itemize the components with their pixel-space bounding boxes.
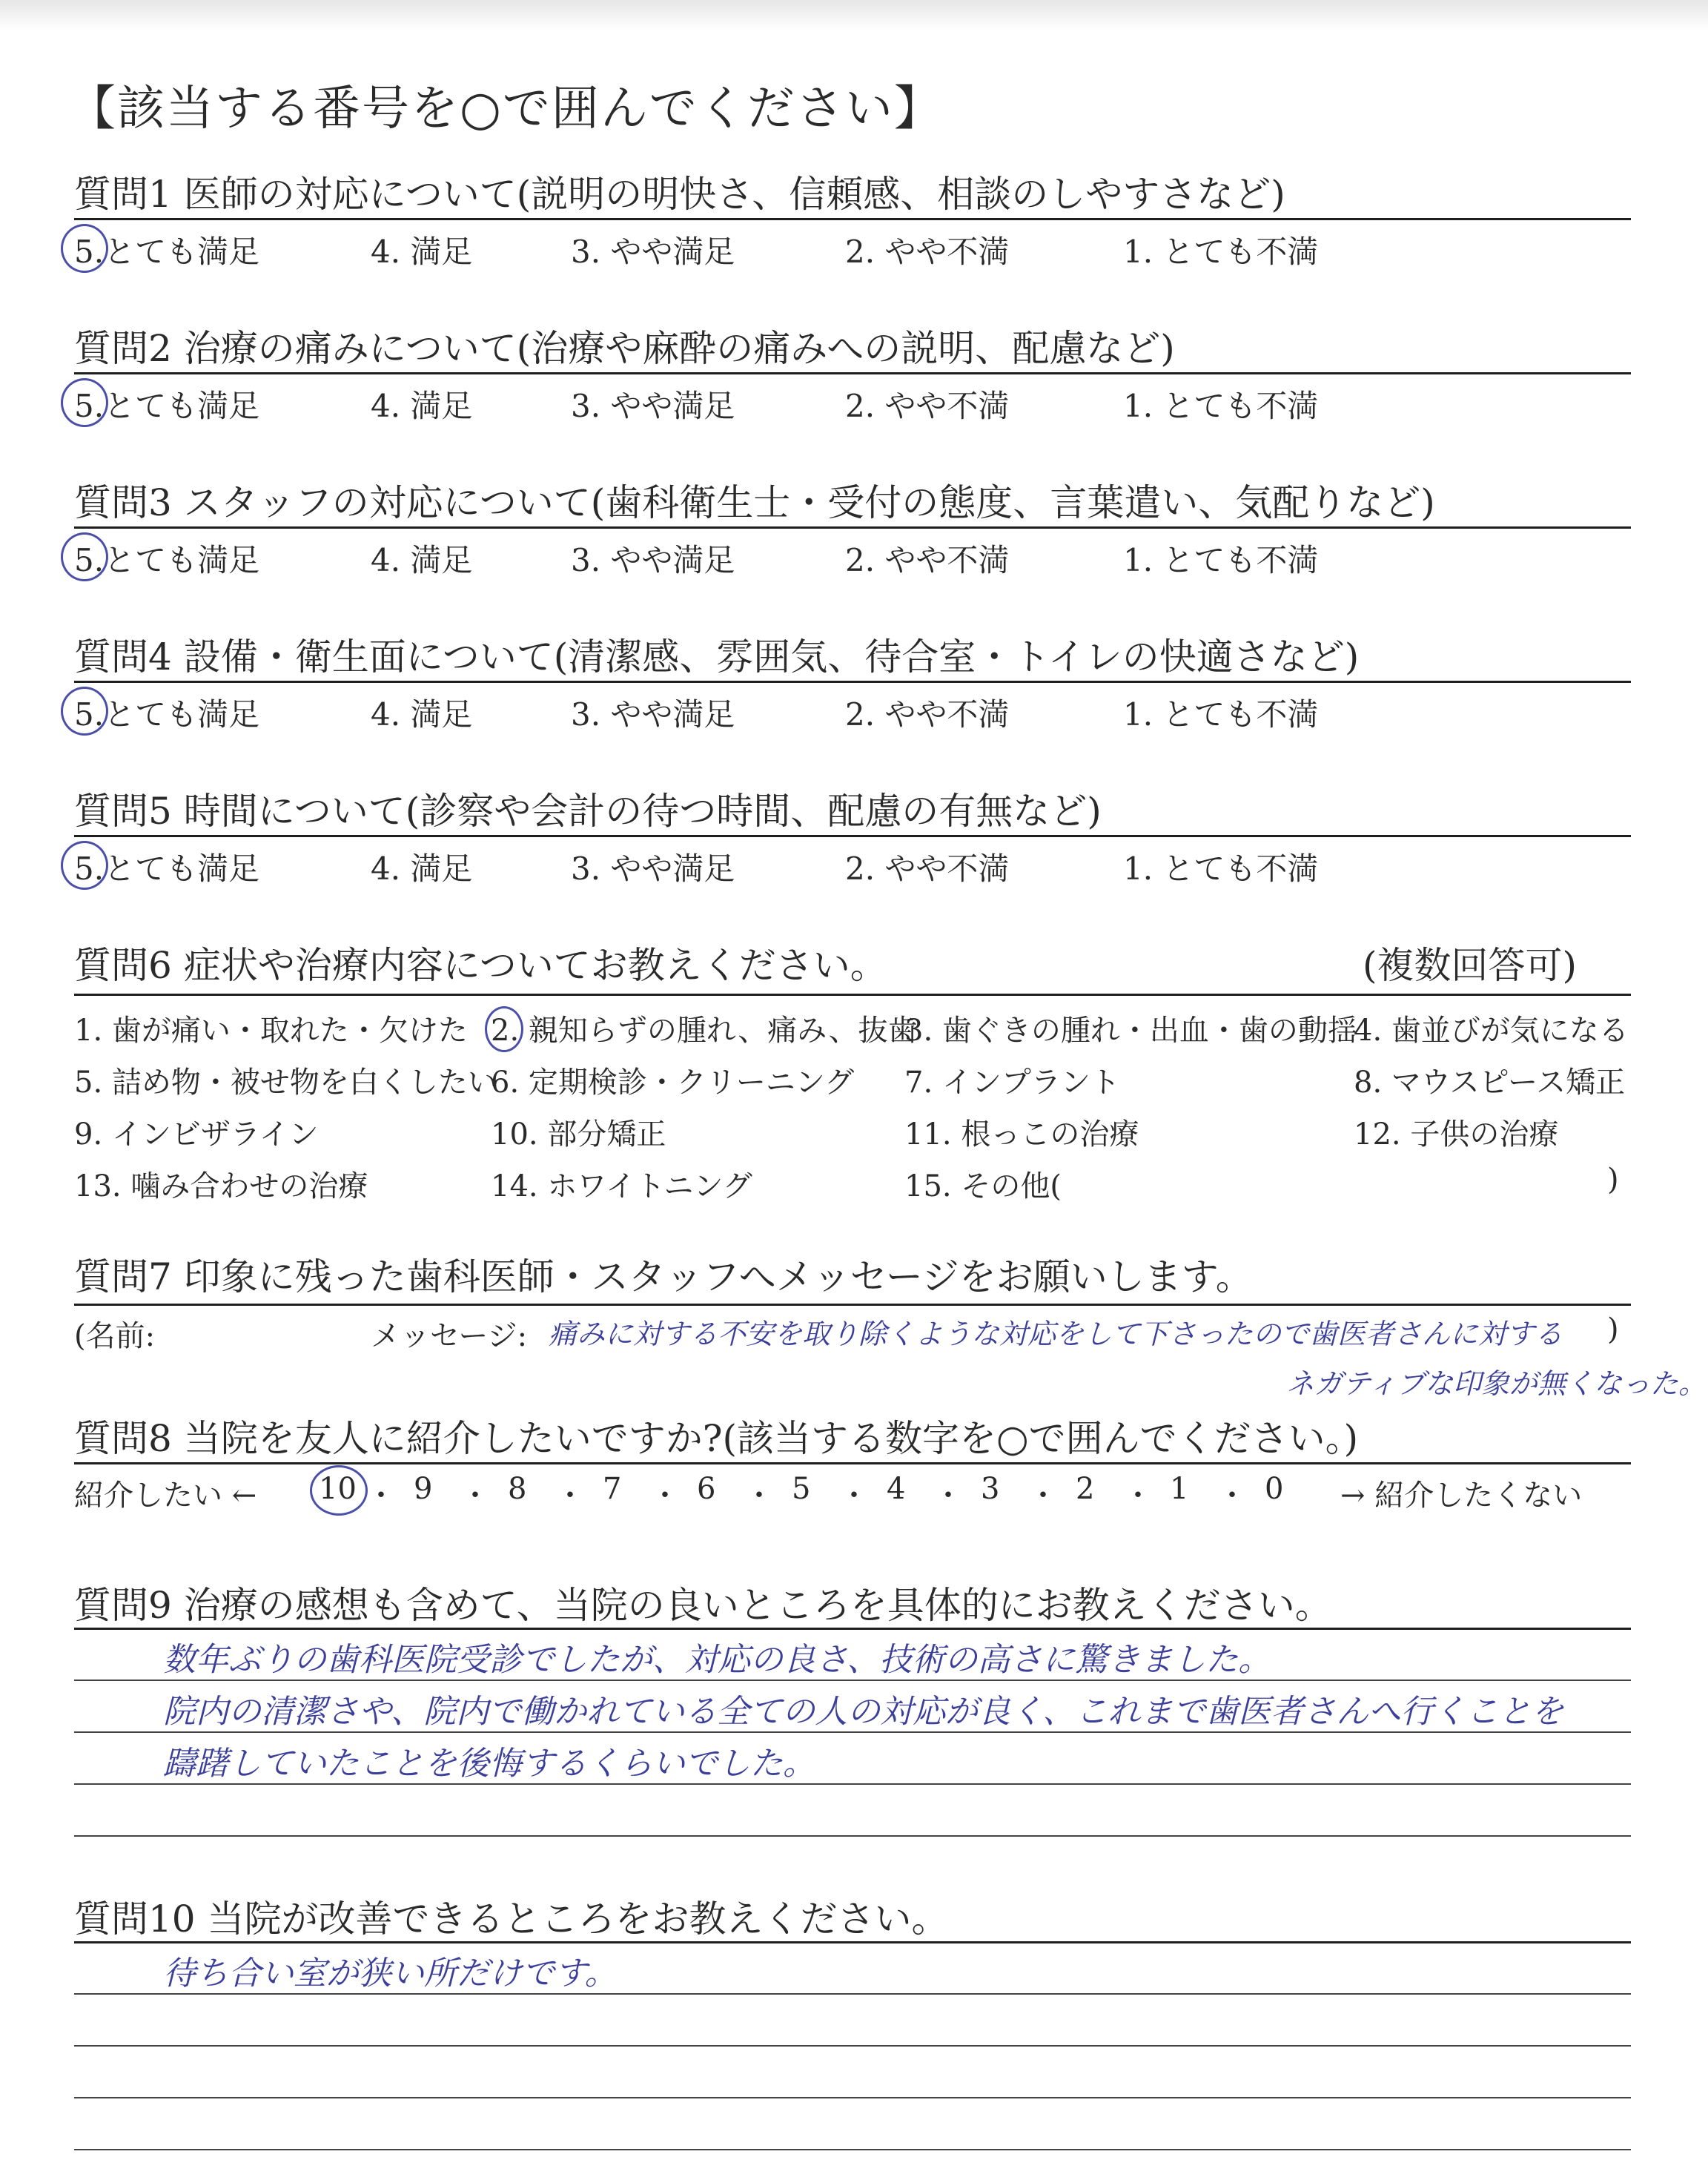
q4-option[interactable]: 4. 満足: [371, 696, 473, 733]
q5-label: 質問5 時間について(診察や会計の待つ時間、配慮の有無など): [74, 790, 1102, 833]
q8-scale-value[interactable]: 9: [414, 1472, 433, 1506]
q3-option[interactable]: 1. とても不満: [1123, 542, 1319, 578]
q6-option[interactable]: 15. その他(: [904, 1169, 1062, 1203]
q1-option[interactable]: 2. やや不満: [845, 234, 1010, 270]
q6-option[interactable]: 5. 詰め物・被せ物を白くしたい: [74, 1066, 497, 1100]
q5-option[interactable]: 1. とても不満: [1123, 851, 1319, 887]
q5-option[interactable]: 2. やや不満: [845, 851, 1010, 887]
q6-note: (複数回答可): [1363, 944, 1578, 987]
q6-rule: [74, 994, 1631, 996]
q2-label: 質問2 治療の痛みについて(治療や麻酔の痛みへの説明、配慮など): [74, 327, 1175, 370]
q3-label: 質問3 スタッフの対応について(歯科衛生士・受付の態度、言葉遣い、気配りなど): [74, 481, 1435, 524]
q5-option[interactable]: 3. やや満足: [571, 851, 735, 887]
q9-writing-line: [74, 1835, 1631, 1837]
q10-writing-line: [74, 2045, 1631, 2047]
q2-option[interactable]: 2. やや不満: [845, 388, 1010, 424]
q6-option[interactable]: 1. 歯が痛い・取れた・欠けた: [74, 1014, 468, 1048]
q6-option[interactable]: 10. 部分矯正: [491, 1117, 666, 1152]
q8-right-label: → 紹介したくない: [1340, 1479, 1583, 1513]
q8-scale-value[interactable]: 0: [1265, 1472, 1284, 1506]
q6-option[interactable]: 11. 根っこの治療: [904, 1117, 1139, 1152]
q1-option[interactable]: 4. 満足: [371, 234, 473, 270]
q2-selection-circle: [61, 378, 108, 427]
q8-scale-separator: ・: [1217, 1479, 1247, 1513]
q1-selection-circle: [61, 224, 108, 273]
q4-label: 質問4 設備・衛生面について(清潔感、雰囲気、待合室・トイレの快適さなど): [74, 635, 1360, 678]
q7-message-label: メッセージ:: [371, 1319, 528, 1353]
q7-message-line2: ネガティブな印象が無くなった。: [1286, 1367, 1707, 1400]
q4-option[interactable]: 5.とても満足: [74, 696, 260, 733]
q8-scale-value[interactable]: 3: [981, 1472, 1000, 1506]
q1-option[interactable]: 1. とても不満: [1123, 234, 1319, 270]
q4-option[interactable]: 3. やや満足: [571, 696, 735, 733]
q8-scale-value[interactable]: 4: [887, 1472, 906, 1506]
q5-option[interactable]: 5.とても満足: [74, 851, 260, 887]
q7-close-paren: ): [1607, 1312, 1619, 1347]
q6-option[interactable]: 9. インビザライン: [74, 1117, 319, 1152]
q8-label: 質問8 当院を友人に紹介したいですか?(該当する数字を○で囲んでください。): [74, 1417, 1359, 1460]
q6-label: 質問6 症状や治療内容についてお教えください。: [74, 944, 887, 987]
q9-answer-line3: 躊躇していたことを後悔するくらいでした。: [163, 1745, 815, 1783]
q6-option[interactable]: 7. インプラント: [904, 1066, 1120, 1100]
q4-rule: [74, 681, 1631, 683]
q8-scale-separator: ・: [1028, 1479, 1058, 1513]
page-title: 【該当する番号を○で囲んでください】: [68, 82, 943, 136]
q8-scale-value[interactable]: 6: [697, 1472, 716, 1506]
q6-option[interactable]: 2. 親知らずの腫れ、痛み、抜歯: [491, 1014, 918, 1048]
q10-rule: [74, 1941, 1631, 1943]
q7-message-line1: 痛みに対する不安を取り除くような対応をして下さったので歯医者さんに対する: [549, 1318, 1563, 1350]
q2-option[interactable]: 5.とても満足: [74, 388, 260, 424]
q7-rule: [74, 1304, 1631, 1306]
q10-answer-line1: 待ち合い室が狭い所だけです。: [163, 1955, 618, 1992]
q2-option[interactable]: 1. とても不満: [1123, 388, 1319, 424]
q8-scale-separator: ・: [744, 1479, 774, 1513]
q1-option[interactable]: 3. やや満足: [571, 234, 735, 270]
q8-scale-separator: ・: [839, 1479, 869, 1513]
scan-edge-shade: [0, 0, 1708, 30]
q9-answer-line2: 院内の清潔さや、院内で働かれている全ての人の対応が良く、これまで歯医者さんへ行くことを: [163, 1693, 1564, 1731]
q8-scale-value[interactable]: 10: [319, 1472, 357, 1506]
q6-selection-circle: [485, 1006, 523, 1052]
q2-option[interactable]: 3. やや満足: [571, 388, 735, 424]
q10-label: 質問10 当院が改善できるところをお教えください。: [74, 1898, 949, 1941]
q8-scale-separator: ・: [933, 1479, 963, 1513]
q6-option[interactable]: 6. 定期検診・クリーニング: [491, 1066, 855, 1100]
q8-scale-separator: ・: [555, 1479, 585, 1513]
q9-rule: [74, 1628, 1631, 1630]
q2-option[interactable]: 4. 満足: [371, 388, 473, 424]
q5-selection-circle: [61, 841, 108, 890]
q8-scale-value[interactable]: 2: [1076, 1472, 1095, 1506]
q8-scale-separator: ・: [1123, 1479, 1153, 1513]
q3-option[interactable]: 2. やや不満: [845, 542, 1010, 578]
q8-scale-separator: ・: [366, 1479, 396, 1513]
q6-option[interactable]: 13. 噛み合わせの治療: [74, 1169, 368, 1203]
q3-option[interactable]: 4. 満足: [371, 542, 473, 578]
q2-rule: [74, 372, 1631, 374]
q10-writing-line: [74, 2097, 1631, 2098]
q4-selection-circle: [61, 687, 108, 736]
q10-writing-line: [74, 2149, 1631, 2150]
q8-scale-value[interactable]: 5: [792, 1472, 811, 1506]
q6-option[interactable]: 4. 歯並びが気になる: [1354, 1014, 1629, 1048]
q1-label: 質問1 医師の対応について(説明の明快さ、信頼感、相談のしやすさなど): [74, 173, 1285, 216]
q6-other-close-paren: ): [1607, 1163, 1619, 1197]
q3-rule: [74, 526, 1631, 529]
q8-scale-value[interactable]: 8: [508, 1472, 527, 1506]
q4-option[interactable]: 2. やや不満: [845, 696, 1010, 733]
q3-option[interactable]: 5.とても満足: [74, 542, 260, 578]
q8-scale-separator: ・: [650, 1479, 680, 1513]
q8-selection-circle: [310, 1465, 368, 1516]
q1-option[interactable]: 5.とても満足: [74, 234, 260, 270]
q7-name-label: (名前:: [74, 1319, 156, 1353]
q3-selection-circle: [61, 532, 108, 581]
q1-rule: [74, 218, 1631, 220]
q5-rule: [74, 835, 1631, 837]
q9-answer-line1: 数年ぶりの歯科医院受診でしたが、対応の良さ、技術の高さに驚きました。: [163, 1641, 1271, 1679]
q6-option[interactable]: 12. 子供の治療: [1354, 1117, 1559, 1152]
q8-scale-value[interactable]: 1: [1170, 1472, 1189, 1506]
q6-option[interactable]: 3. 歯ぐきの腫れ・出血・歯の動揺: [904, 1014, 1357, 1048]
q6-option[interactable]: 8. マウスピース矯正: [1354, 1066, 1626, 1100]
q3-option[interactable]: 3. やや満足: [571, 542, 735, 578]
q8-scale-separator: ・: [460, 1479, 490, 1513]
q8-scale-value[interactable]: 7: [603, 1472, 622, 1506]
q8-rule: [74, 1462, 1631, 1464]
q6-option[interactable]: 14. ホワイトニング: [491, 1169, 752, 1203]
q7-label: 質問7 印象に残った歯科医師・スタッフへメッセージをお願いします。: [74, 1255, 1253, 1298]
q4-option[interactable]: 1. とても不満: [1123, 696, 1319, 733]
q5-option[interactable]: 4. 満足: [371, 851, 473, 887]
q9-label: 質問9 治療の感想も含めて、当院の良いところを具体的にお教えください。: [74, 1584, 1332, 1627]
q8-left-label: 紹介したい ←: [74, 1479, 257, 1513]
